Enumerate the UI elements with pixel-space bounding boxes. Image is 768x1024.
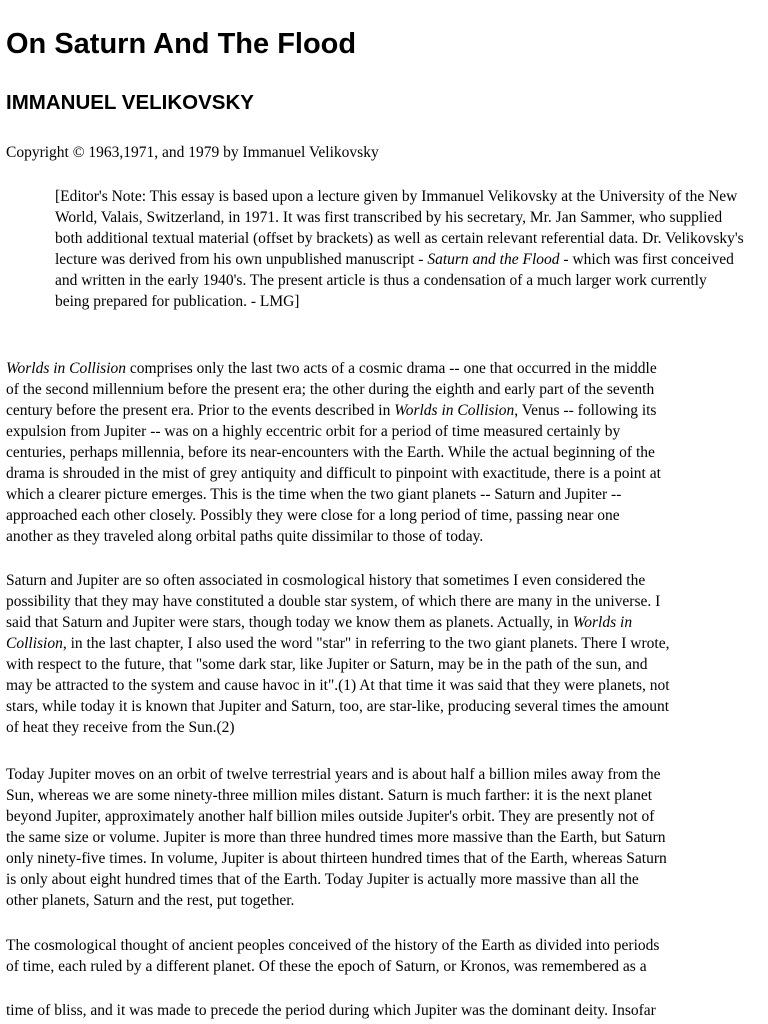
paragraph-line: Saturn and Jupiter are so often associated in cosmological history that sometimes I even considered the bbox=[6, 572, 646, 589]
paragraph-line: the same size or volume. Jupiter is more than three hundred times more massive than the Earth, but Saturn bbox=[6, 829, 666, 846]
paragraph-line: of heat they receive from the Sun.(2) bbox=[6, 719, 235, 736]
paragraph-line: which a clearer picture emerges. This is the time when the two giant planets -- Saturn and Jupiter -- bbox=[6, 486, 622, 503]
copyright-notice: Copyright © 1963,1971, and 1979 by Immanuel Velikovsky bbox=[6, 144, 379, 161]
paragraph-line: other planets, Saturn and the rest, put together. bbox=[6, 892, 295, 909]
paragraph-line: only ninety-five times. In volume, Jupiter is about thirteen hundred times that of the Earth, whereas Saturn bbox=[6, 850, 667, 867]
paragraph-line: with respect to the future, that "some dark star, like Jupiter or Saturn, may be in the path of the sun, and bbox=[6, 656, 648, 673]
paragraph-3 bbox=[6, 764, 762, 911]
editor-note-text-2: - which was first conceived and written in the early 1940's. The present article is thus a condensation of a much larger work currently being prepared for publication. - LMG] bbox=[55, 251, 734, 310]
paragraph-line bbox=[6, 612, 762, 633]
book-title-italic: Worlds in Collision bbox=[6, 360, 127, 377]
line-text: , Venus -- following its bbox=[514, 402, 657, 419]
paragraph-5 bbox=[6, 1000, 762, 1021]
paragraph-line bbox=[6, 633, 762, 654]
paragraph-line: is only about eight hundred times that of the Earth. Today Jupiter is actually more massive than all the bbox=[6, 871, 639, 888]
paragraph-1 bbox=[6, 358, 762, 547]
editor-note-book-title: Saturn and the Flood bbox=[427, 251, 560, 268]
book-title-italic: Collision bbox=[6, 635, 63, 652]
paragraph-line: possibility that they may have constituted a double star system, of which there are many in the universe. I bbox=[6, 593, 661, 610]
book-title-italic: Worlds in Collision bbox=[394, 402, 515, 419]
author-heading: IMMANUEL VELIKOVSKY bbox=[6, 91, 254, 114]
editor-note-text-1: [Editor's Note: This essay is based upon a lecture given by Immanuel Velikovsky at the University of the New World, Valais, Switzerland, in 1971. It was first transcribed by his secretary, Mr. Jan Sammer, who supplied both additional textual material (offset by brackets) as well as certain relevant referential data. Dr. Velikovsky's lecture was derived from his own unpublished manuscript - bbox=[55, 188, 744, 268]
paragraph-line: Today Jupiter moves on an orbit of twelve terrestrial years and is about half a billion miles away from the bbox=[6, 766, 661, 783]
line-text: , in the last chapter, I also used the word "star" in referring to the two giant planets. There I wrote, bbox=[62, 635, 670, 652]
paragraph-line: time of bliss, and it was made to precede the period during which Jupiter was the dominant deity. Insofar bbox=[6, 1002, 656, 1019]
paragraph-line bbox=[6, 358, 762, 379]
paragraph-line: stars, while today it is known that Jupiter and Saturn, too, are star-like, producing several times the amount bbox=[6, 698, 670, 715]
book-title-italic: Worlds in bbox=[572, 614, 633, 631]
paragraph-line: another as they traveled along orbital paths quite dissimilar to those of today. bbox=[6, 528, 484, 545]
paragraph-line bbox=[6, 400, 762, 421]
paragraph-line: centuries, perhaps millennia, before its near-encounters with the Earth. While the actual beginning of the bbox=[6, 444, 655, 461]
document-page bbox=[6, 0, 762, 1024]
line-text: century before the present era. Prior to the events described in bbox=[6, 402, 395, 419]
line-text: said that Saturn and Jupiter were stars, though today we know them as planets. Actually, in bbox=[6, 614, 573, 631]
paragraph-line: drama is shrouded in the mist of grey antiquity and difficult to pinpoint with exactitude, there is a point at bbox=[6, 465, 661, 482]
line-text: comprises only the last two acts of a cosmic drama -- one that occurred in the middle bbox=[126, 360, 657, 377]
paragraph-line: expulsion from Jupiter -- was on a highly eccentric orbit for a period of time measured certainly by bbox=[6, 423, 621, 440]
paragraph-2 bbox=[6, 570, 762, 738]
paragraph-line: may be attracted to the system and cause havoc in it".(1) At that time it was said that they were planets, not bbox=[6, 677, 670, 694]
editor-note bbox=[55, 186, 745, 312]
paragraph-line: of time, each ruled by a different planet. Of these the epoch of Saturn, or Kronos, was remembered as a bbox=[6, 958, 647, 975]
paragraph-line: Sun, whereas we are some ninety-three million miles distant. Saturn is much farther: it is the next planet bbox=[6, 787, 653, 804]
paragraph-line: beyond Jupiter, approximately another half billion miles outside Jupiter's orbit. They are presently not of bbox=[6, 808, 655, 825]
paragraph-line: of the second millennium before the present era; the other during the eighth and early part of the seventh bbox=[6, 381, 655, 398]
paragraph-line: The cosmological thought of ancient peoples conceived of the history of the Earth as divided into periods bbox=[6, 937, 660, 954]
paragraph-line: approached each other closely. Possibly they were close for a long period of time, passing near one bbox=[6, 507, 620, 524]
page-title: On Saturn And The Flood bbox=[6, 28, 357, 60]
paragraph-4 bbox=[6, 935, 762, 977]
